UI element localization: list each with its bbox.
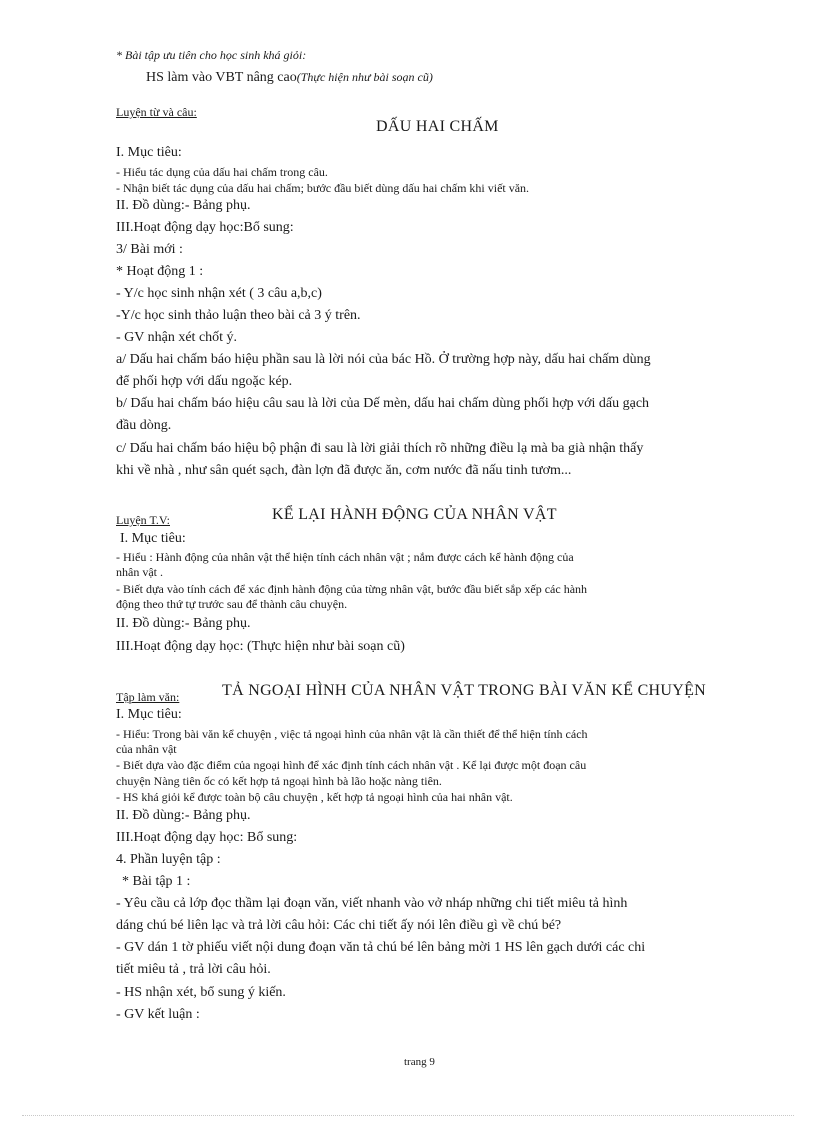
section-1-line: c/ Dấu hai chấm báo hiệu bộ phận đi sau là lời giải thích rõ những điều lạ mà ba già nhận thấy	[116, 441, 644, 456]
page-number: trang 9	[404, 1056, 435, 1068]
section-2-line: - Hiểu : Hành động của nhân vật thể hiện tính cách nhân vật ; nắm được cách kể hành động của	[116, 550, 574, 564]
section-3-line: - HS nhận xét, bổ sung ý kiến.	[116, 985, 286, 1000]
section-2-heading-materials: II. Đồ dùng:- Bảng phụ.	[116, 616, 251, 631]
section-1-heading-materials: II. Đồ dùng:- Bảng phụ.	[116, 198, 251, 213]
section-3-line: * Bài tập 1 :	[122, 874, 191, 889]
section-2-line: nhân vật .	[116, 565, 163, 579]
intro-line-1: * Bài tập ưu tiên cho học sinh khá giỏi:	[116, 48, 307, 62]
section-3-line: - Biết dựa vào đặc điểm của ngoại hình để xác định tính cách nhân vật . Kể lại được một đoạn câu	[116, 758, 587, 772]
section-1-line: - Nhận biết tác dụng của dấu hai chấm; bước đầu biết dùng dấu hai chấm khi viết văn.	[116, 181, 530, 195]
section-2-line: - Biết dựa vào tính cách để xác định hành động của từng nhân vật, bước đầu biết sắp xếp các hành	[116, 582, 588, 596]
section-1-line: a/ Dấu hai chấm báo hiệu phần sau là lời nói của bác Hồ. Ở trường hợp này, dấu hai chấm dùng	[116, 352, 651, 367]
section-2-title: KỂ LẠI HÀNH ĐỘNG CỦA NHÂN VẬT	[272, 506, 557, 523]
section-1-line: * Hoạt động 1 :	[116, 264, 204, 279]
section-3-subject: Tập làm văn:	[116, 690, 180, 704]
section-1-line: b/ Dấu hai chấm báo hiệu câu sau là lời của Dế mèn, dấu hai chấm dùng phối hợp với dấu gạch	[116, 396, 650, 411]
section-1-heading-goals: I. Mục tiêu:	[116, 145, 182, 160]
section-1-line: đầu dòng.	[116, 418, 172, 433]
section-3-heading-activities: III.Hoạt động dạy học: Bổ sung:	[116, 830, 298, 845]
intro-line-2-b: (Thực hiện như bài soạn cũ)	[296, 70, 433, 84]
footer-divider	[22, 1115, 794, 1116]
section-3-line: - GV dán 1 tờ phiếu viết nội dung đoạn văn tả chú bé lên bảng mời 1 HS lên gạch dưới các chi	[116, 940, 646, 955]
section-3-line: - Hiểu: Trong bài văn kể chuyện , việc tả ngoại hình của nhân vật là cần thiết để thể hiện tính cách	[116, 727, 588, 741]
section-3-line: - HS khá giỏi kể được toàn bộ câu chuyện , kết hợp tả ngoại hình của hai nhân vật.	[116, 790, 513, 804]
section-2-heading-goals: I. Mục tiêu:	[120, 531, 186, 546]
section-3-line: - GV kết luận :	[116, 1007, 200, 1022]
section-1-line: -Y/c học sinh thảo luận theo bài cả 3 ý trên.	[116, 308, 361, 323]
section-1-heading-activities: III.Hoạt động dạy học:Bổ sung:	[116, 220, 294, 235]
section-1-subject: Luyện từ và câu:	[116, 105, 197, 119]
section-2-subject: Luyện T.V:	[116, 513, 170, 527]
section-2-heading-activities: III.Hoạt động dạy học: (Thực hiện như bài soạn cũ)	[116, 639, 405, 654]
section-3-line: tiết miêu tả , trả lời câu hỏi.	[116, 962, 271, 977]
section-1-line: - Hiểu tác dụng của dấu hai chấm trong câu.	[116, 165, 328, 179]
section-1-line: để phối hợp với dấu ngoặc kép.	[116, 374, 293, 389]
section-3-line: dáng chú bé liên lạc và trả lời câu hỏi: Các chi tiết ấy nói lên điều gì về chú bé?	[116, 918, 562, 933]
section-1-line: khi về nhà , như sân quét sạch, đàn lợn đã được ăn, cơm nước đã nấu tinh tươm...	[116, 463, 572, 478]
section-3-title: TẢ NGOẠI HÌNH CỦA NHÂN VẬT TRONG BÀI VĂN KỂ CHUYỆN	[222, 682, 707, 699]
section-3-line: của nhân vật	[116, 742, 177, 756]
section-3-heading-goals: I. Mục tiêu:	[116, 707, 182, 722]
section-3-line: - Yêu cầu cả lớp đọc thầm lại đoạn văn, viết nhanh vào vở nháp những chi tiết miêu tả hình	[116, 896, 628, 911]
section-2-line: động theo thứ tự trước sau để thành câu chuyện.	[116, 597, 348, 611]
section-1-line: 3/ Bài mới :	[116, 242, 183, 257]
section-3-line: chuyện Nàng tiên ốc có kết hợp tả ngoại hình bà lão hoặc nàng tiên.	[116, 774, 442, 788]
section-1-title: DẤU HAI CHẤM	[376, 118, 499, 135]
intro-line-2	[146, 68, 433, 87]
section-3-line: 4. Phần luyện tập :	[116, 852, 221, 867]
section-1-line: - Y/c học sinh nhận xét ( 3 câu a,b,c)	[116, 286, 322, 301]
section-1-line: - GV nhận xét chốt ý.	[116, 330, 238, 345]
intro-line-2-a: HS làm vào VBT nâng cao	[146, 70, 297, 85]
section-3-heading-materials: II. Đồ dùng:- Bảng phụ.	[116, 808, 251, 823]
